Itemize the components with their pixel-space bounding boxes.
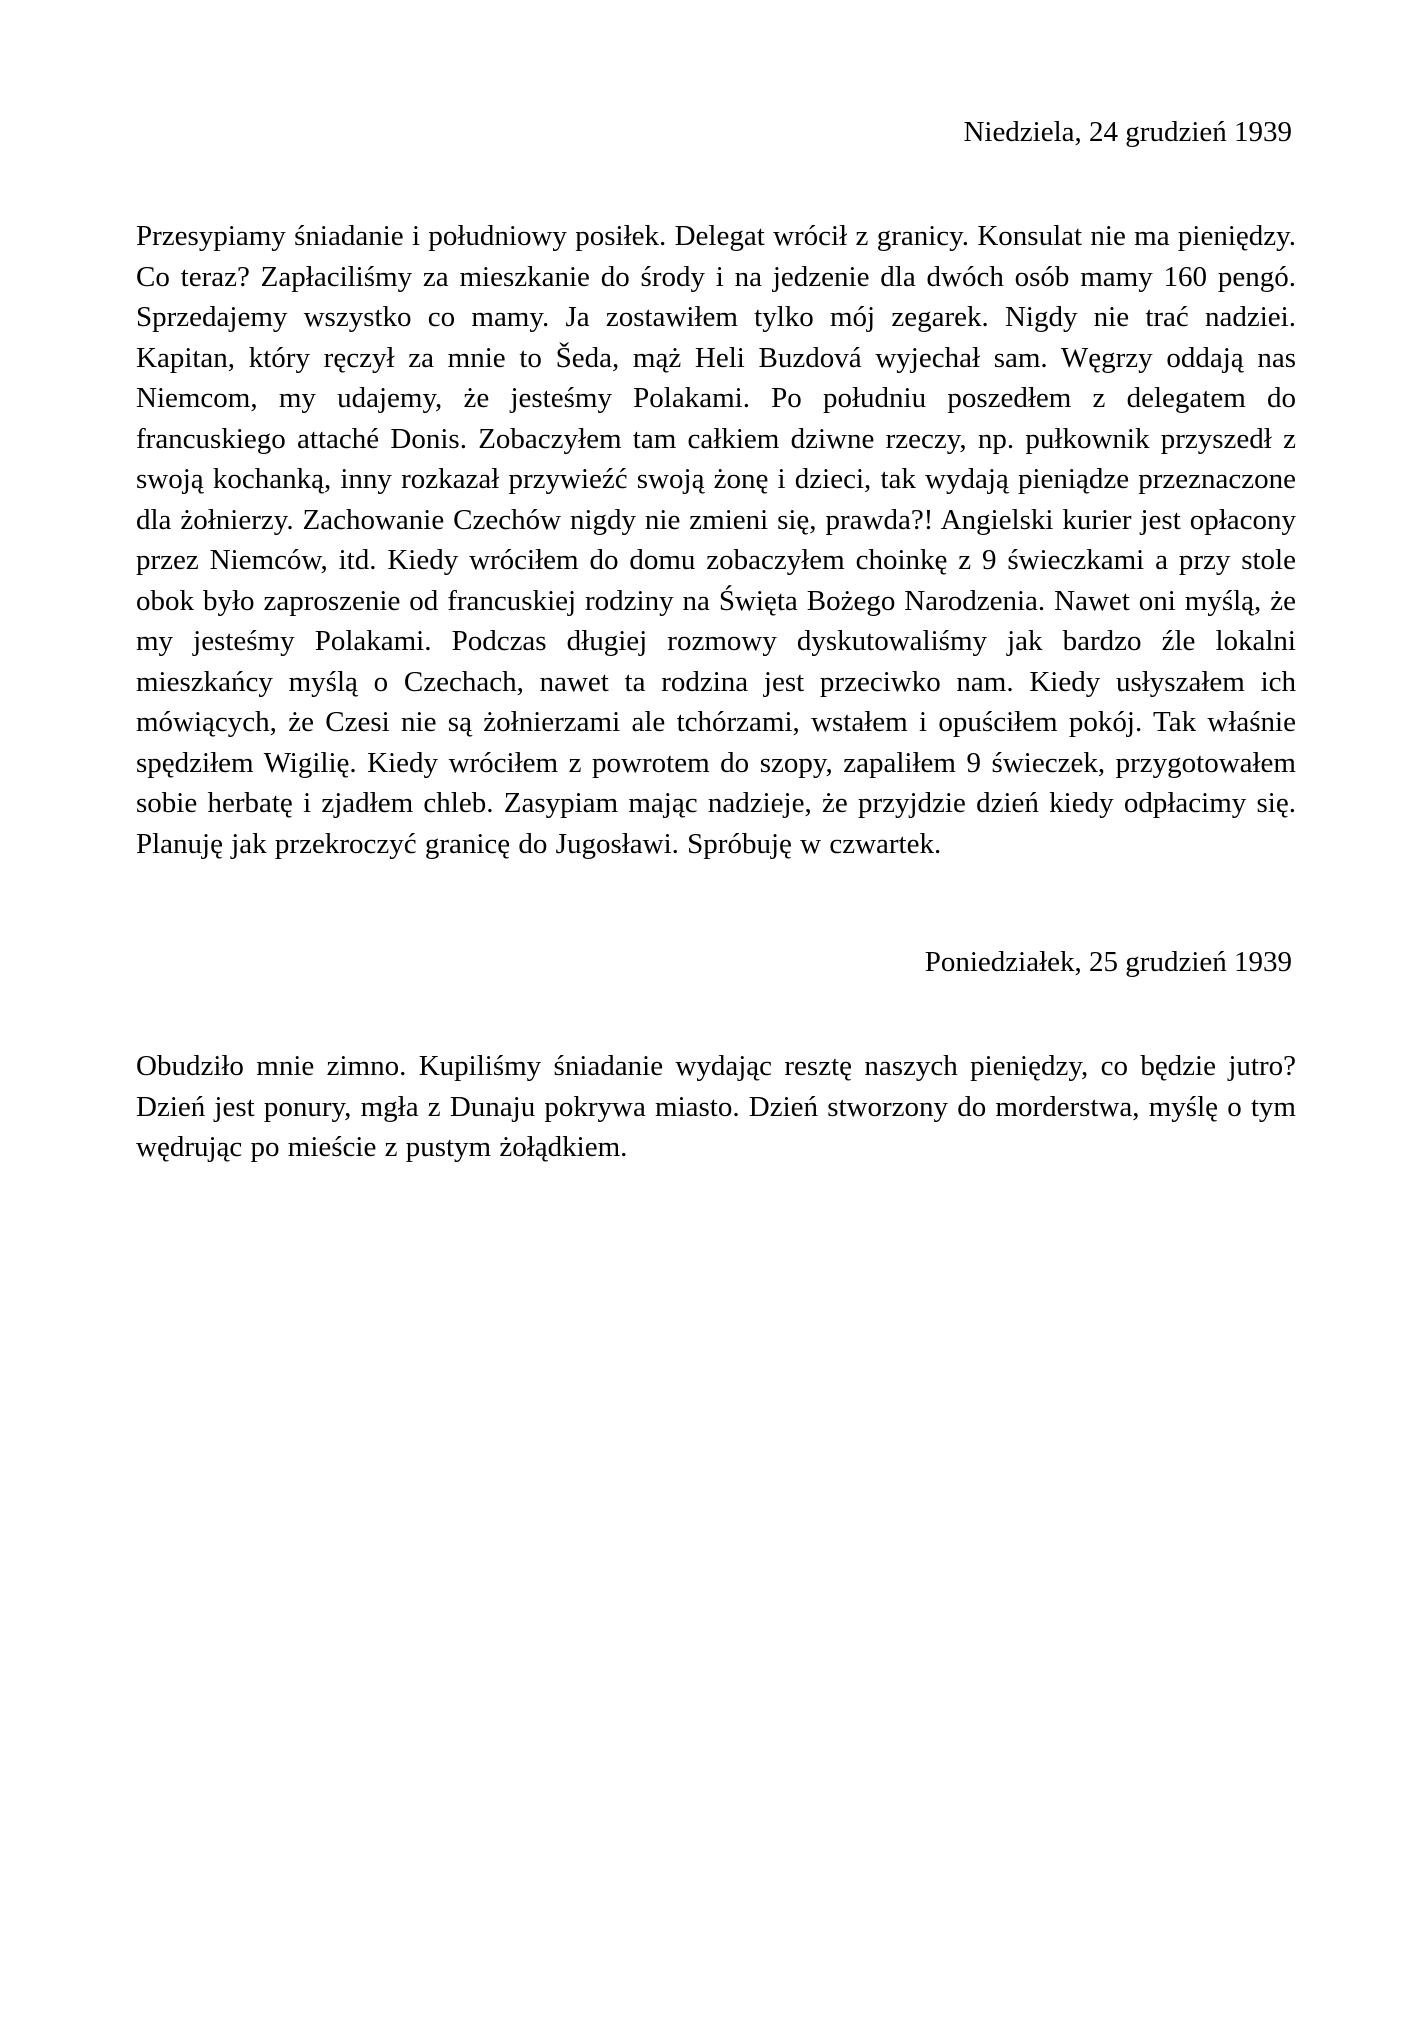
entry-body-text: Obudziło mnie zimno. Kupiliśmy śniadanie wydając resztę naszych pieniędzy, co będzie jutro? Dzień jest ponury, mgła z Dunaju pokrywa miasto. Dzień stworzony do morderstwa, myślę o tym wędrując po mieście z pustym żołądkiem. <box>136 1050 1296 1163</box>
diary-entry <box>136 942 1296 1168</box>
entry-date-heading: Niedziela, 24 grudzień 1939 <box>963 116 1292 148</box>
diary-entry <box>136 112 1296 864</box>
entry-body-text: Przesypiamy śniadanie i południowy posiłek. Delegat wrócił z granicy. Konsulat nie ma pieniędzy. Co teraz? Zapłaciliśmy za mieszkanie do środy i na jedzenie dla dwóch osób mamy 160 pengó. Sprzedajemy wszystko co mamy. Ja zostawiłem tylko mój zegarek. Nigdy nie trać nadziei. Kapitan, który ręczył za mnie to Šeda, mąż Heli Buzdová wyjechał sam. Węgrzy oddają nas Niemcom, my udajemy, że jesteśmy Polakami. Po południu poszedłem z delegatem do francuskiego attaché Donis. Zobaczyłem tam całkiem dziwne rzeczy, np. pułkownik przyszedł z swoją kochanką, inny rozkazał przywieźć swoją żonę i dzieci, tak wydają pieniądze przeznaczone dla żołnierzy. Zachowanie Czechów nigdy nie zmieni się, prawda?! Angielski kurier jest opłacony przez Niemców, itd. Kiedy wróciłem do domu zobaczyłem choinkę z 9 świeczkami a przy stole obok było zaproszenie od francuskiej rodziny na Święta Bożego Narodzenia. Nawet oni myślą, że my jesteśmy Polakami. Podczas długiej rozmowy dyskutowaliśmy jak bardzo źle lokalni mieszkańcy myślą o Czechach, nawet ta rodzina jest przeciwko nam. Kiedy usłyszałem ich mówiących, że Czesi nie są żołnierzami ale tchórzami, wstałem i opuściłem pokój. Tak właśnie spędziłem Wigilię. Kiedy wróciłem z powrotem do szopy, zapaliłem 9 świeczek, przygotowałem sobie herbatę i zjadłem chleb. Zasypiam mając nadzieje, że przyjdzie dzień kiedy odpłacimy się. Planuję jak przekroczyć granicę do Jugosławi. Spróbuję w czwartek. <box>136 220 1296 860</box>
entry-date-heading: Poniedziałek, 25 grudzień 1939 <box>924 946 1292 978</box>
